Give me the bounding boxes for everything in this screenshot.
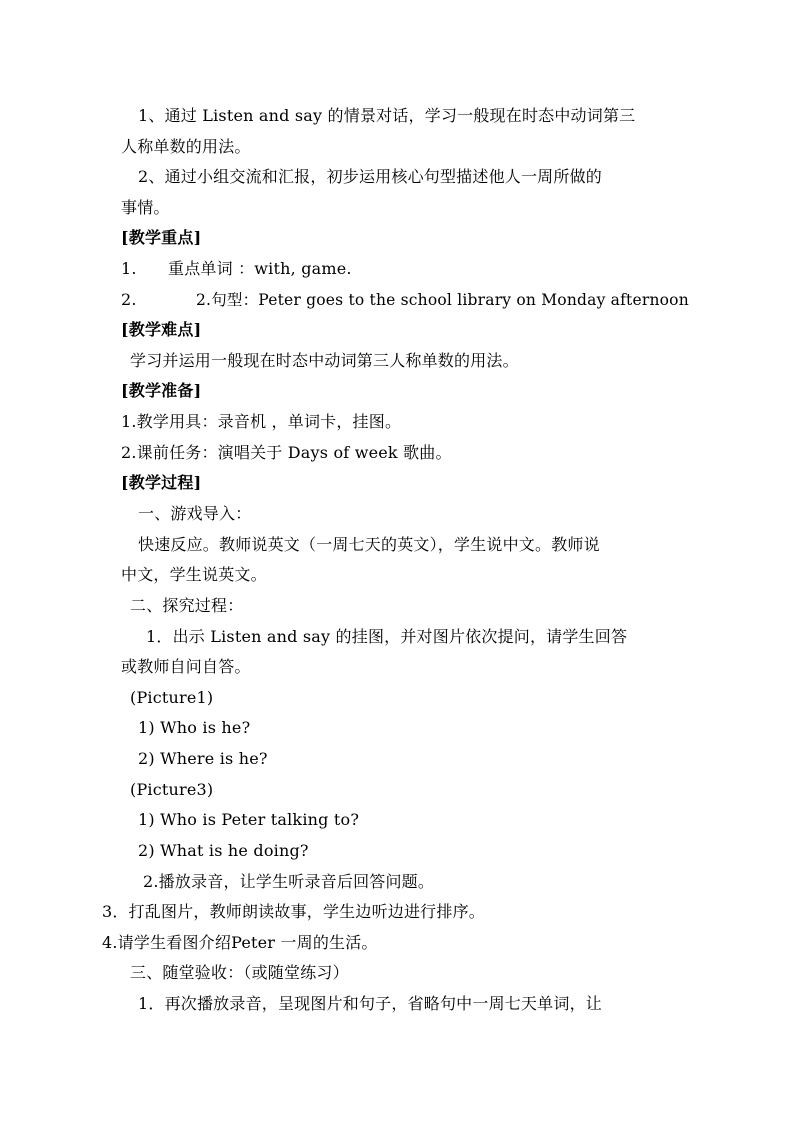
process-step-2-item-2: 2.播放录音，让学生听录音后回答问题。 bbox=[143, 872, 435, 891]
process-step-2-item-1-line-2: 或教师自问自答。 bbox=[121, 657, 251, 676]
picture-1-label: (Picture1) bbox=[130, 688, 214, 707]
process-heading: [教学过程] bbox=[121, 473, 202, 492]
process-step-2-item-4: 4.请学生看图介绍Peter 一周的生活。 bbox=[102, 933, 378, 952]
key-point-2-text: 2.句型：Peter goes to the school library on Monday afternoon bbox=[196, 291, 689, 309]
picture-1-question-2: 2) Where is he? bbox=[138, 749, 268, 768]
objective-2-line-1: 2、通过小组交流和汇报，初步运用核心句型描述他人一周所做的 bbox=[138, 167, 602, 186]
picture-3-label: (Picture3) bbox=[130, 780, 214, 799]
picture-3-question-1: 1) Who is Peter talking to? bbox=[138, 810, 360, 829]
process-step-3-title: 三、随堂验收：（或随堂练习） bbox=[130, 963, 349, 982]
difficulties-heading: [教学难点] bbox=[121, 320, 202, 339]
key-point-1-text: 重点单词 ：with, game. bbox=[168, 259, 352, 278]
objective-1-line-2: 人称单数的用法。 bbox=[121, 137, 251, 156]
key-point-1-number: 1. bbox=[121, 259, 137, 278]
picture-1-question-1: 1) Who is he? bbox=[138, 718, 251, 737]
process-step-1-line-1: 快速反应。教师说英文（一周七天的英文），学生说中文。教师说 bbox=[138, 535, 600, 554]
key-point-2-number: 2. bbox=[121, 290, 137, 309]
objective-2-line-2: 事情。 bbox=[121, 198, 170, 217]
preparation-item-1: 1.教学用具：录音机 ，单词卡，挂图。 bbox=[121, 412, 402, 431]
process-step-2-item-1-line-1: 1．出示 Listen and say 的挂图，并对图片依次提问，请学生回答 bbox=[146, 627, 628, 646]
process-step-1-line-2: 中文，学生说英文。 bbox=[121, 565, 267, 584]
key-points-heading: [教学重点] bbox=[121, 228, 202, 247]
process-step-1-title: 一、游戏导入： bbox=[138, 504, 252, 523]
process-step-3-item-1-line-1: 1．再次播放录音，呈现图片和句子，省略句中一周七天单词，让 bbox=[138, 994, 602, 1013]
picture-3-question-2: 2) What is he doing? bbox=[138, 841, 309, 860]
difficulties-text: 学习并运用一般现在时态中动词第三人称单数的用法。 bbox=[130, 351, 519, 370]
process-step-2-item-3: 3．打乱图片，教师朗读故事，学生边听边进行排序。 bbox=[102, 902, 485, 921]
preparation-heading: [教学准备] bbox=[121, 381, 202, 400]
process-step-2-title: 二、探究过程： bbox=[130, 596, 244, 615]
preparation-item-2: 2.课前任务：演唱关于 Days of week 歌曲。 bbox=[121, 443, 452, 462]
objective-1-line-1: 1、通过 Listen and say 的情景对话，学习一般现在时态中动词第三 bbox=[138, 106, 636, 125]
